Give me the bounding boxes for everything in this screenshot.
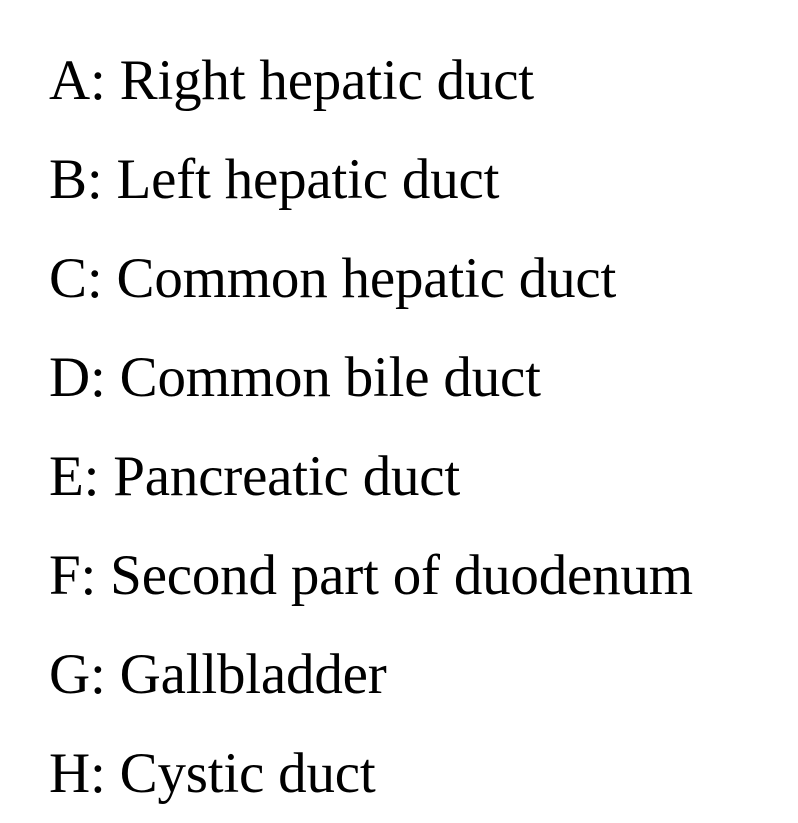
legend-item-b: B: Left hepatic duct (49, 148, 500, 211)
legend-item-d: D: Common bile duct (49, 346, 541, 409)
legend-item-g: G: Gallbladder (49, 643, 387, 706)
label-legend-list (49, 31, 693, 823)
legend-item-c: C: Common hepatic duct (49, 247, 617, 310)
legend-item-e: E: Pancreatic duct (49, 445, 461, 508)
legend-item-a: A: Right hepatic duct (49, 49, 534, 112)
legend-item-h: H: Cystic duct (49, 742, 376, 805)
legend-item-f: F: Second part of duodenum (49, 544, 693, 607)
